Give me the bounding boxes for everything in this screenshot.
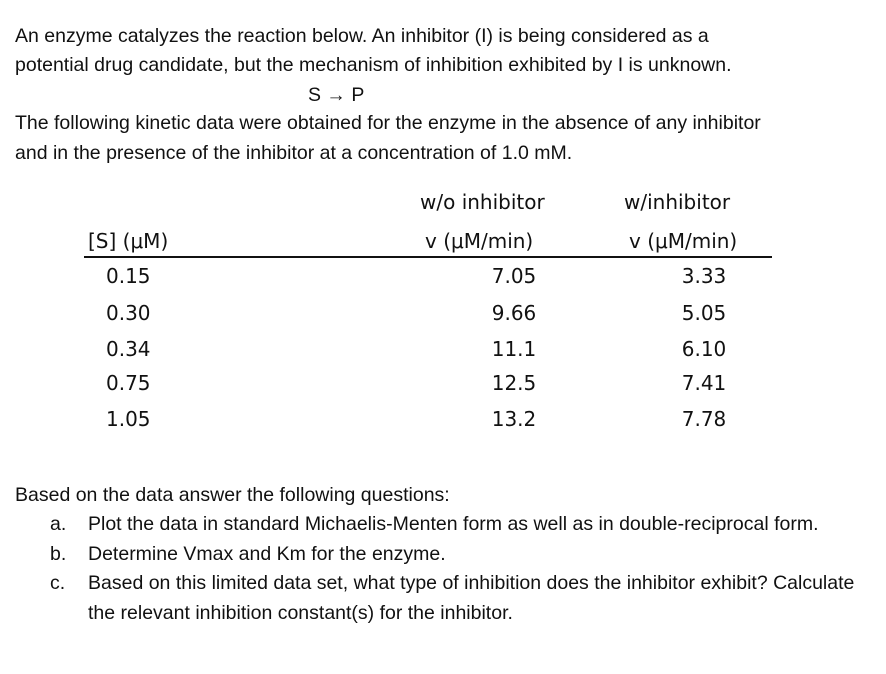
list-item xyxy=(50,540,858,570)
question-text: Determine Vmax and Km for the enzyme. xyxy=(88,542,446,565)
cell-substrate: 1.05 xyxy=(106,407,151,431)
questions-intro: Based on the data answer the following questions: xyxy=(15,484,450,506)
header-substrate-concentration: [S] (μM) xyxy=(88,229,169,253)
cell-velocity-without: 7.05 xyxy=(491,264,537,288)
table-header-rule xyxy=(84,256,772,258)
cell-velocity-with: 7.78 xyxy=(681,407,727,431)
header-without-inhibitor: w/o inhibitor xyxy=(420,190,545,214)
cell-substrate: 0.15 xyxy=(106,264,151,288)
cell-substrate: 0.30 xyxy=(106,301,151,325)
question-letter: c. xyxy=(50,572,66,594)
header-velocity-without: v (μM/min) xyxy=(425,229,534,253)
question-letter: a. xyxy=(50,513,67,535)
cell-velocity-with: 6.10 xyxy=(681,337,727,361)
question-text: Plot the data in standard Michaelis-Menten form as well as in double-reciprocal form. xyxy=(88,513,819,535)
cell-substrate: 0.75 xyxy=(106,371,151,395)
list-item xyxy=(50,569,858,628)
cell-substrate: 0.34 xyxy=(106,337,151,361)
kinetic-line-1: The following kinetic data were obtained for the enzyme in the absence of any inhibitor xyxy=(15,112,761,134)
header-with-inhibitor: w/inhibitor xyxy=(624,190,731,214)
intro-line-2: potential drug candidate, but the mechanism of inhibition exhibited by I is unknown. xyxy=(15,54,732,76)
intro-line-1: An enzyme catalyzes the reaction below. An inhibitor (I) is being considered as a xyxy=(15,25,709,47)
header-velocity-with: v (μM/min) xyxy=(629,229,738,253)
list-item xyxy=(50,510,858,540)
cell-velocity-without: 13.2 xyxy=(491,407,537,431)
cell-velocity-with: 7.41 xyxy=(681,371,727,395)
question-letter: b. xyxy=(50,542,67,565)
cell-velocity-with: 3.33 xyxy=(681,264,727,288)
question-text: Based on this limited data set, what type of inhibition does the inhibitor exhibit? Calculate the relevant inhibition constant(s) for the inhibitor. xyxy=(88,572,855,624)
cell-velocity-without: 11.1 xyxy=(491,337,537,361)
question-list xyxy=(50,510,858,628)
kinetic-line-2: and in the presence of the inhibitor at a concentration of 1.0 mM. xyxy=(15,142,573,164)
cell-velocity-without: 12.5 xyxy=(491,371,537,395)
cell-velocity-with: 5.05 xyxy=(681,301,727,325)
cell-velocity-without: 9.66 xyxy=(491,301,537,325)
reaction-equation: S → P xyxy=(308,84,365,106)
